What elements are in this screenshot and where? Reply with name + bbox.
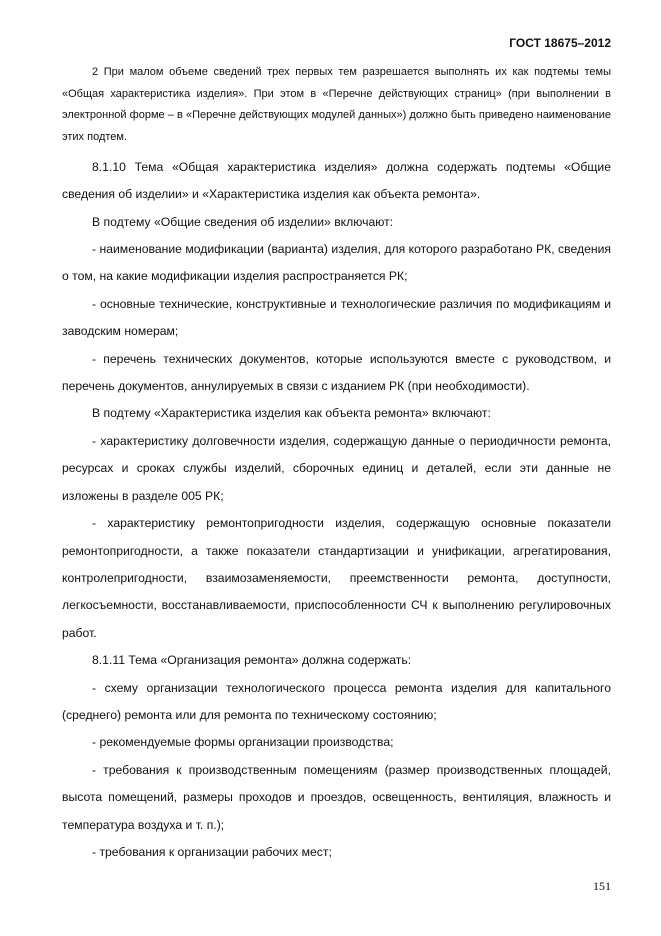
clause-8-1-11: 8.1.11 Тема «Организация ремонта» должна содержать: xyxy=(92,653,412,668)
note-paragraph: 2 При малом объеме сведений трех первых тем разрешается выполнять их как подтемы темы «Общая характеристика изделия». При этом в «Перечне действующих страниц» (при выполнении в электронной форме – в «Перечне действующих модулей данных») должно быть приведено наименование этих подтем. xyxy=(62,66,611,144)
clause-8-1-10: 8.1.10 Тема «Общая характеристика изделия» должна содержать подтемы «Общие сведения об изделии» и «Характеристика изделия как объекта ремонта». xyxy=(62,159,611,202)
list-item-workplace-requirements: - требования к организации рабочих мест; xyxy=(92,844,332,859)
document-code-header: ГОСТ 18675–2012 xyxy=(509,36,611,50)
paragraph-repair-object-intro: В подтему «Характеристика изделия как объекта ремонта» включают: xyxy=(92,406,491,421)
list-item-process-scheme: - схему организации технологического процесса ремонта изделия для капитального (среднего) ремонта или для ремонта по техническому состоянию; xyxy=(62,680,611,722)
page-number: 151 xyxy=(593,879,611,893)
list-item-production-forms: - рекомендуемые формы организации производства; xyxy=(92,735,394,750)
list-item-maintainability: - характеристику ремонтопригодности изделия, содержащую основные показатели ремонтопригодности, а также показатели стандартизации и унификации, агрегатирования, контролепригодности, взаимозаменяемости, преемственности ремонта, доступности, легкосъемности, восстанавливаемости, приспособленности СЧ к выполнению регулировочных работ. xyxy=(62,516,611,640)
list-item-documents: - перечень технических документов, которые используются вместе с руководством, и перечень документов, аннулируемых в связи с изданием РК (при необходимости). xyxy=(62,351,611,394)
list-item-modification: - наименование модификации (варианта) изделия, для которого разработано РК, сведения о том, на какие модификации изделия распространяется РК; xyxy=(62,242,611,284)
list-item-durability: - характеристику долговечности изделия, содержащую данные о периодичности ремонта, ресурсах и сроках службы изделий, сборочных единиц и деталей, если эти данные не изложены в разделе 005 РК; xyxy=(62,433,611,503)
document-body xyxy=(62,62,611,866)
paragraph-general-info-intro: В подтему «Общие сведения об изделии» включают: xyxy=(92,214,394,229)
list-item-differences: - основные технические, конструктивные и технологические различия по модификациям и заводским номерам; xyxy=(62,296,611,339)
list-item-premises-requirements: - требования к производственным помещениям (размер производственных площадей, высота помещений, размеры проходов и проездов, освещенность, вентиляция, влажность и температура воздуха и т. п.); xyxy=(62,762,611,832)
